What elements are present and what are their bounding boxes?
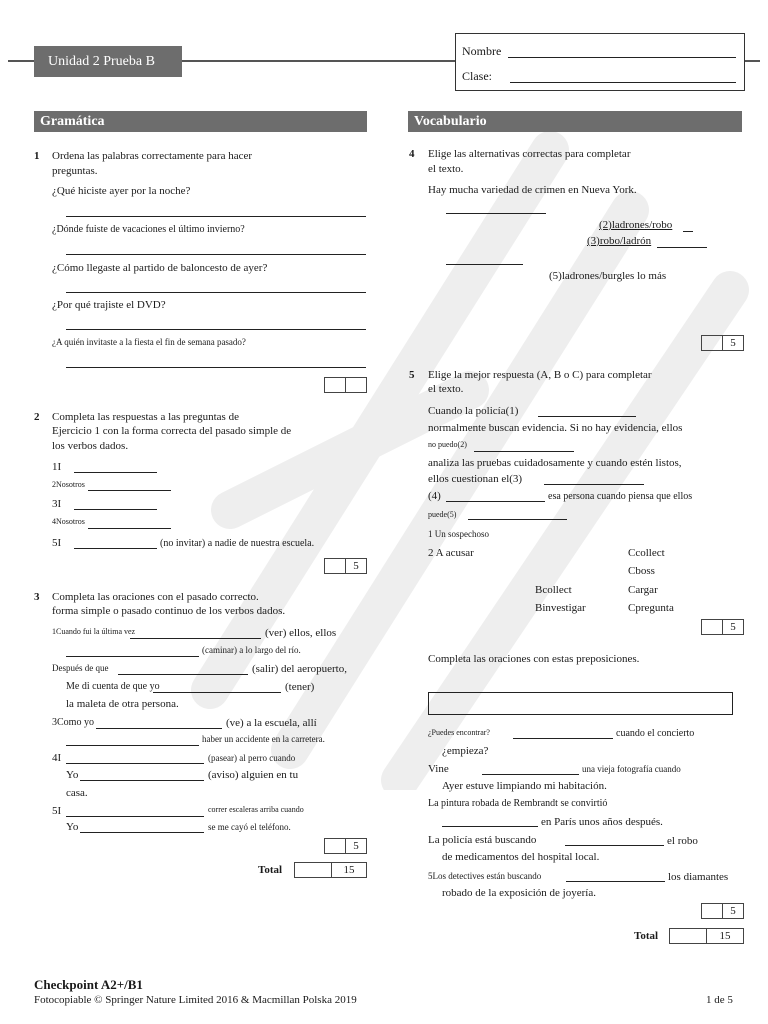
ex3-instruction-2: forma simple o pasado continuo de los verbos dados. [52,605,286,617]
ex6-sentence-5b: los diamantes [668,871,729,883]
ex5-text-4: analiza las pruebas cuidadosamente y cuando estén listos, [428,457,682,469]
ex2-answer-4-blank[interactable] [88,528,171,529]
ex4-instruction: Elige las alternativas correctas para completar [428,148,631,160]
ex6-instruction: Completa las oraciones con estas preposiciones. [428,653,640,665]
ex6-sentence-5c: robado de la exposición de joyería. [442,887,596,899]
ex3-line-5c: Yo [66,821,79,833]
ex3-score: 5 [353,840,359,852]
ex2-answer-2-blank[interactable] [88,490,171,491]
ex3-line-5b: correr escaleras arriba cuando [208,805,304,814]
ex3-blank-4c[interactable] [80,780,204,781]
ex3-line-1a: 1Cuando fui la última vez [52,627,136,636]
class-field[interactable] [510,82,736,83]
ex2-answer-5-blank[interactable] [74,548,157,549]
ex4-blank-1[interactable] [446,213,546,214]
vocab-total-box [669,928,744,944]
ex6-sentence-3b: en París unos años después. [541,816,663,828]
ex2-instruction-3: los verbos dados. [52,440,129,452]
ex1-question-4: ¿Por qué trajiste el DVD? [52,299,166,311]
ex5-option-3c: Cboss [628,565,655,577]
ex3-line-1c: (caminar) a lo largo del río. [202,645,301,655]
ex5-blank-5[interactable] [468,519,567,520]
ex2-instruction-2: Ejercicio 1 con la forma correcta del pasado simple de [52,425,292,437]
ex3-blank-3b[interactable] [66,745,199,746]
ex1-number: 1 [34,150,40,162]
ex3-blank-4a[interactable] [66,763,204,764]
ex4-option-3[interactable]: (3)robo/ladrón [587,235,652,247]
ex2-answer-5-label: 5I [52,537,62,549]
ex5-option-4b: Bcollect [535,584,572,596]
ex4-score-box [701,335,744,351]
ex6-blank-4[interactable] [565,845,664,846]
ex2-score-box [324,558,367,574]
ex6-sentence-1c: ¿empieza? [442,745,489,757]
ex3-line-4c: Yo [66,769,79,781]
ex3-line-1b: (ver) ellos, ellos [265,627,337,639]
ex3-line-5d: se me cayó el teléfono. [208,822,291,832]
ex6-score-box [701,903,744,919]
ex2-instruction: Completa las respuestas a las preguntas de [52,411,239,423]
ex4-option-5[interactable]: (5)ladrones/burgles lo más [549,270,667,282]
ex5-blank-2[interactable] [474,451,574,452]
ex3-score-box [324,838,367,854]
ex5-blank-1[interactable] [538,416,636,417]
ex1-question-1: ¿Qué hiciste ayer por la noche? [52,185,191,197]
ex3-blank-5c[interactable] [80,832,204,833]
ex3-blank-1a[interactable] [130,638,261,639]
ex3-line-3a: 3Como yo [52,717,94,728]
ex5-option-2a: 2 A acusar [428,547,474,559]
ex2-answer-5-tail: (no invitar) a nadie de nuestra escuela. [160,538,315,549]
ex2-answer-1-blank[interactable] [74,472,157,473]
ex4-score: 5 [730,337,736,349]
ex5-text-2: normalmente buscan evidencia. Si no hay evidencia, ellos [428,422,683,434]
ex5-text-6a: (4) [428,490,441,502]
ex5-option-5b: Binvestigar [535,602,586,614]
unit-label: Unidad 2 Prueba B [34,46,182,77]
ex2-score: 5 [353,560,359,572]
ex5-number: 5 [409,369,415,381]
page-number: 1 de 5 [706,994,733,1006]
ex1-answer-line-4[interactable] [66,329,366,330]
ex2-answer-4-label: 4Nosotros [52,517,85,526]
ex5-text-1: Cuando la policía(1) [428,405,519,417]
ex1-answer-line-2[interactable] [66,254,366,255]
ex1-answer-line-3[interactable] [66,292,366,293]
ex3-blank-1b[interactable] [66,656,199,657]
ex4-option-2-tail [683,231,693,232]
ex4-text-line-1: Hay mucha variedad de crimen en Nueva York. [428,184,637,196]
grammar-total-label: Total [258,864,283,876]
grammar-total-value: 15 [343,864,355,876]
ex3-line-4b: (pasear) al perro cuando [208,753,296,763]
ex6-blank-1[interactable] [513,738,613,739]
ex6-blank-3[interactable] [442,826,538,827]
ex1-instruction: Ordena las palabras correctamente para hacer [52,150,253,162]
ex6-score: 5 [730,905,736,917]
ex5-score-box [701,619,744,635]
ex5-blank-3[interactable] [544,484,644,485]
ex5-text-5: ellos cuestionan el(3) [428,473,523,485]
name-field[interactable] [508,57,736,58]
ex3-number: 3 [34,591,40,603]
ex6-sentence-2b: una vieja fotografía cuando [582,764,681,774]
ex6-sentence-4a: La policía está buscando [428,834,537,846]
ex6-sentence-3a: La pintura robada de Rembrandt se convirtió [428,798,608,809]
ex5-option-2c: Ccollect [628,547,665,559]
ex5-instruction: Elige la mejor respuesta (A, B o C) para completar [428,369,652,381]
footer-copyright: Fotocopiable © Springer Nature Limited 2016 & Macmillan Polska 2019 [34,994,357,1006]
ex6-sentence-4c: de medicamentos del hospital local. [442,851,600,863]
ex3-line-3b: (ve) a la escuela, allí [226,717,317,729]
ex4-instruction-2: el texto. [428,163,464,175]
ex6-sentence-1b: cuando el concierto [616,728,695,739]
ex1-instruction-2: preguntas. [52,165,98,177]
ex6-sentence-1a: ¿Puedes encontrar? [428,728,490,737]
ex5-text-7: puede(5) [428,510,457,519]
ex2-answer-3-blank[interactable] [74,509,157,510]
ex3-line-4d: (aviso) alguien en tu [208,769,299,781]
ex2-answer-3-label: 3I [52,498,62,510]
ex5-score: 5 [730,621,736,633]
ex2-answer-1-label: 1I [52,461,62,473]
ex1-question-5: ¿A quién invitaste a la fiesta el fin de semana pasado? [52,337,246,347]
ex3-blank-2c[interactable] [153,692,281,693]
ex1-question-3: ¿Cómo llegaste al partido de baloncesto de ayer? [52,262,268,274]
grammar-section-title: Gramática [34,111,367,132]
vocab-section-title: Vocabulario [408,111,742,132]
ex5-option-5c: Cpregunta [628,602,674,614]
ex2-number: 2 [34,411,40,423]
ex3-blank-3a[interactable] [96,728,222,729]
ex4-number: 4 [409,148,415,160]
ex5-option-4c: Cargar [628,584,658,596]
ex1-answer-line-1[interactable] [66,216,366,217]
class-label: Clase: [462,69,492,83]
ex3-blank-2a[interactable] [118,674,248,675]
ex3-line-2d: (tener) [285,681,315,693]
ex5-text-3: no puedo(2) [428,440,467,449]
ex4-option-2[interactable]: (2)ladrones/robo [599,219,673,231]
ex3-line-2e: la maleta de otra persona. [66,698,179,710]
ex6-sentence-5a: 5Los detectives están buscando [428,871,542,881]
ex6-blank-5[interactable] [566,881,665,882]
ex3-line-2b: (salir) del aeropuerto, [252,663,347,675]
ex3-line-5a: 5I [52,805,62,817]
ex3-instruction: Completa las oraciones con el pasado correcto. [52,591,259,603]
ex6-word-box [428,692,733,715]
ex1-score-box [324,377,367,393]
ex1-question-2: ¿Dónde fuiste de vacaciones el último invierno? [52,224,245,235]
name-label: Nombre [462,44,502,58]
ex3-line-2c: Me di cuenta de que yo [66,681,160,692]
vocab-total-value: 15 [719,930,731,942]
ex3-blank-5a[interactable] [66,816,204,817]
ex4-option-3-tail [657,247,707,248]
ex5-option-1: 1 Un sospechoso [428,529,489,539]
ex6-blank-2[interactable] [482,774,579,775]
grammar-total-box [294,862,367,878]
ex5-text-6b: esa persona cuando piensa que ellos [548,491,693,502]
ex3-line-4a: 4I [52,752,62,764]
ex6-sentence-2a: Vine [428,763,449,775]
ex6-sentence-4b: el robo [667,835,698,847]
footer-title: Checkpoint A2+/B1 [34,977,143,992]
ex3-line-4e: casa. [66,787,88,799]
ex1-answer-line-5[interactable] [66,367,366,368]
ex3-line-2a: Después de que [52,663,109,673]
ex5-instruction-2: el texto. [428,383,464,395]
vocab-total-label: Total [634,930,659,942]
ex6-sentence-2c: Ayer estuve limpiando mi habitación. [442,780,607,792]
ex5-blank-4[interactable] [446,501,545,502]
ex2-answer-2-label: 2Nosotros [52,480,85,489]
ex3-line-3c: haber un accidente en la carretera. [202,734,325,744]
ex4-blank-4[interactable] [446,264,523,265]
